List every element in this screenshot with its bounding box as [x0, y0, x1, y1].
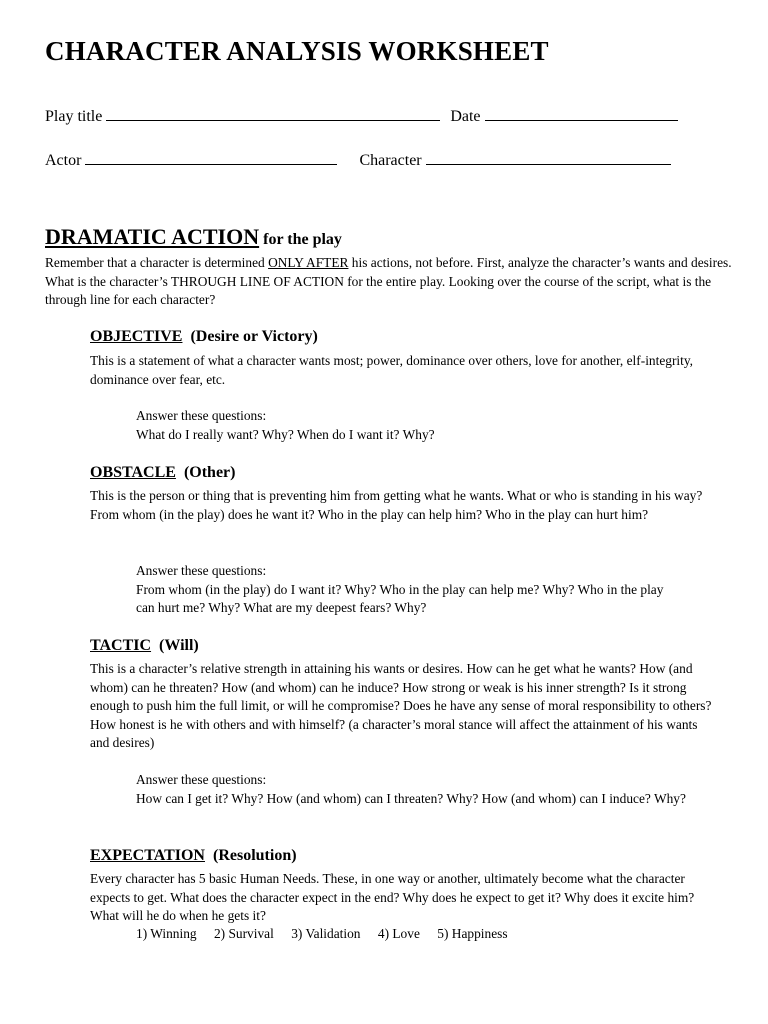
field-row-actor	[45, 151, 671, 170]
obstacle-heading	[90, 464, 235, 482]
list-item: 2) Survival	[213, 926, 274, 941]
actor-label: Actor	[45, 152, 82, 169]
date-label: Date	[450, 108, 481, 125]
tactic-questions	[136, 771, 696, 808]
tactic-description: This is a character’s relative strength in attaining his wants or desires. How can he get what he wants? How (and whom) can he threaten? How (and whom) can he induce? How strong or weak is his inner strength? Is it strong enough to push him the full limit, or will he compromise? Does he have any sense of moral responsibility to others? How honest is he with others and with himself? (a character’s moral stance will affect the attainment of his wants and desires)	[90, 661, 712, 750]
date-blank[interactable]	[485, 107, 678, 121]
objective-questions	[136, 407, 716, 444]
character-blank[interactable]	[426, 151, 671, 165]
objective-subtitle: (Desire or Victory)	[190, 328, 318, 345]
list-item: 1) Winning	[136, 926, 197, 941]
objective-description: This is a statement of what a character wants most; power, dominance over others, love for another, elf-integrity, dominance over fear, etc.	[90, 353, 694, 387]
tactic-title: TACTIC	[90, 637, 152, 654]
intro-emphasis: ONLY AFTER	[268, 255, 349, 270]
expectation-title: EXPECTATION	[90, 847, 205, 864]
dramatic-action-heading	[45, 224, 342, 251]
tactic-questions-text: How can I get it? Why? How (and whom) can I threaten? Why? How (and whom) can I induce? Why?	[136, 790, 686, 806]
dramatic-action-subtitle: for the play	[263, 231, 342, 248]
intro-text-1: Remember that a character is determined	[45, 255, 269, 270]
objective-heading	[90, 328, 318, 346]
field-row-play	[45, 107, 678, 126]
human-needs-list	[136, 926, 522, 942]
actor-blank[interactable]	[85, 151, 337, 165]
tactic-subtitle: (Will)	[159, 637, 199, 654]
page-title: CHARACTER ANALYSIS WORKSHEET	[45, 36, 549, 66]
play-title-blank[interactable]	[106, 107, 440, 121]
list-item: 3) Validation	[291, 926, 361, 941]
obstacle-title: OBSTACLE	[90, 464, 176, 481]
tactic-questions-label: Answer these questions:	[136, 772, 267, 787]
dramatic-action-intro	[45, 254, 745, 310]
intro-text-2: his actions, not before. First, analyze the character’s wants and desires. What is the character’s THROUGH LINE OF ACTION for the entire play. Looking over the course of the script, what is the through line for each character?	[45, 255, 732, 307]
objective-questions-text: What do I really want? Why? When do I want it? Why?	[136, 426, 435, 442]
obstacle-description: This is the person or thing that is preventing him from getting what he wants. What or who is standing in his way? From whom (in the play) does he want it? Who in the play can help him? Who in the play can hurt him?	[90, 488, 703, 522]
obstacle-subtitle: (Other)	[183, 464, 236, 481]
obstacle-questions-text: From whom (in the play) do I want it? Why? Who in the play can help me? Why? Who in the play can hurt me? Why? What are my deepest fears? Why?	[136, 581, 664, 615]
obstacle-questions-label: Answer these questions:	[136, 563, 267, 578]
list-item: 4) Love	[377, 926, 420, 941]
expectation-subtitle: (Resolution)	[212, 847, 297, 864]
objective-title: OBJECTIVE	[90, 328, 183, 345]
character-label: Character	[359, 152, 422, 169]
play-title-label: Play title	[45, 108, 103, 125]
obstacle-questions	[136, 562, 664, 618]
expectation-heading	[90, 847, 297, 865]
dramatic-action-title: DRAMATIC ACTION	[45, 224, 260, 249]
tactic-heading	[90, 637, 199, 655]
list-item: 5) Happiness	[437, 926, 508, 941]
expectation-description: Every character has 5 basic Human Needs. These, in one way or another, ultimately become what the character expects to get. What does the character expect in the end? Why does he expect to get it? Why does it excite him? What will he do when he gets it?	[90, 871, 695, 923]
objective-questions-label: Answer these questions:	[136, 408, 267, 423]
